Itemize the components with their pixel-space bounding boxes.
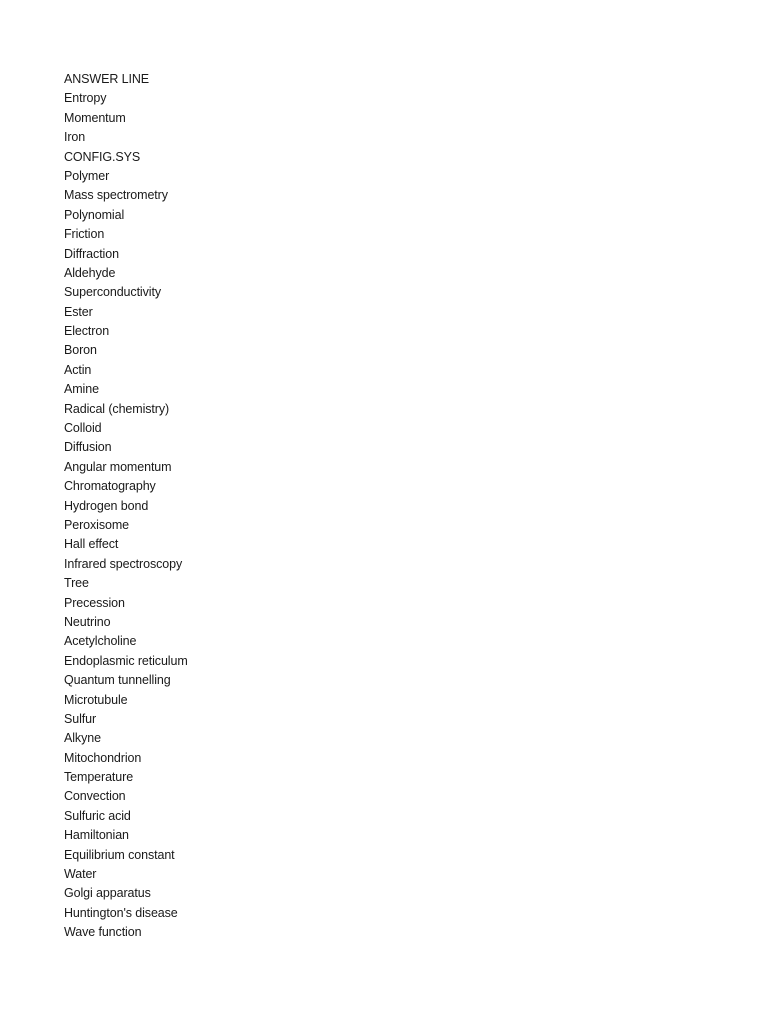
answer-item: Hall effect [64, 537, 119, 552]
answer-item: Entropy [64, 91, 107, 106]
answer-item: Actin [64, 362, 92, 377]
answer-item: Chromatography [64, 479, 156, 494]
answer-item: Microtubule [64, 692, 128, 707]
answer-item: Hydrogen bond [64, 498, 149, 513]
answer-item: Boron [64, 343, 97, 358]
answer-item: Colloid [64, 421, 102, 436]
answer-item: Mass spectrometry [64, 188, 168, 203]
answer-item: Polymer [64, 168, 110, 183]
answer-item: Equilibrium constant [64, 847, 175, 862]
answer-item: Sulfuric acid [64, 808, 131, 823]
answer-item: Momentum [64, 110, 126, 125]
answer-item: Golgi apparatus [64, 886, 151, 901]
answer-item: Polynomial [64, 207, 125, 222]
answer-item: Superconductivity [64, 285, 161, 300]
answer-item: Hamiltonian [64, 828, 129, 843]
answer-item: Sulfur [64, 711, 97, 726]
answer-item: Peroxisome [64, 517, 129, 532]
answer-item: Friction [64, 227, 105, 242]
answer-item: Aldehyde [64, 265, 116, 280]
answer-item: Ester [64, 304, 93, 319]
answer-item: Angular momentum [64, 459, 172, 474]
answer-item: Acetylcholine [64, 634, 137, 649]
answer-item: Convection [64, 789, 126, 804]
answer-item: Infrared spectroscopy [64, 556, 183, 571]
answer-item: Iron [64, 130, 86, 145]
answer-item: Electron [64, 324, 110, 339]
answer-item: Alkyne [64, 731, 101, 746]
answer-item: Huntington's disease [64, 905, 178, 920]
answer-item: Endoplasmic reticulum [64, 653, 188, 668]
answer-item: Quantum tunnelling [64, 673, 171, 688]
answer-item: Diffusion [64, 440, 112, 455]
answer-list [64, 70, 188, 943]
answer-item: CONFIG.SYS [64, 149, 141, 164]
column-header: ANSWER LINE [64, 72, 150, 86]
answer-item: Precession [64, 595, 125, 610]
answer-item: Diffraction [64, 246, 119, 261]
answer-item: Mitochondrion [64, 750, 142, 765]
answer-item: Tree [64, 576, 89, 591]
answer-item: Radical (chemistry) [64, 401, 170, 416]
answer-item: Amine [64, 382, 99, 397]
answer-item: Neutrino [64, 614, 111, 629]
answer-item: Wave function [64, 925, 142, 940]
answer-item: Water [64, 867, 97, 882]
answer-item: Temperature [64, 770, 134, 785]
